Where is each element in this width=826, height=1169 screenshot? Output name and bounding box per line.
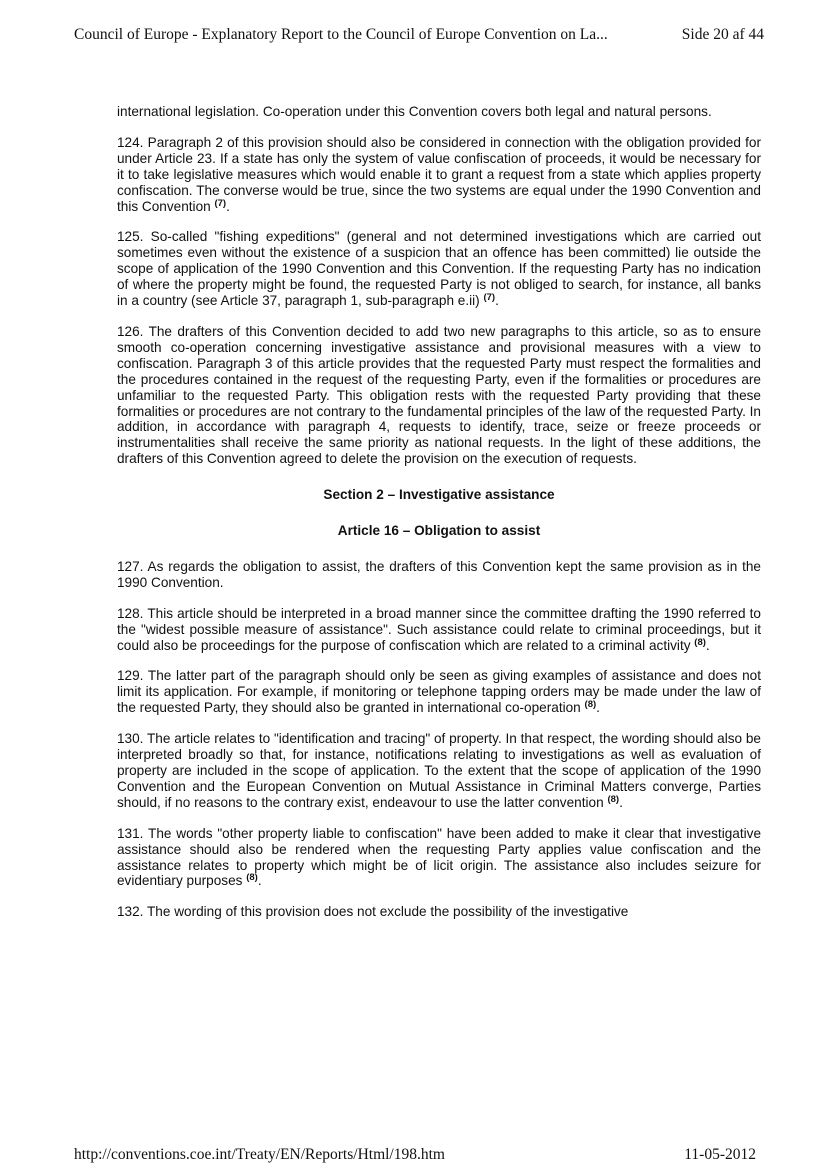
paragraph-124: 124. Paragraph 2 of this provision should also be considered in connection with the obligation provided for under Article 23. If a state has only the system of value confiscation of proceeds, it would be necessary for it to take legislative measures which would enable it to grant a request from a state which applies property confiscation. The converse would be true, since the two systems are equal under the 1990 Convention and this Convention $^{(7)}$.	[117, 134, 761, 214]
paragraph-130: 130. The article relates to "identification and tracing" of property. In that respect, the wording should also be interpreted broadly so that, for instance, notifications relating to investigations as well as evaluation of property are included in the scope of application. To the extent that the scope of application of the 1990 Convention and the European Convention on Mutual Assistance in Criminal Matters converge, Parties should, if no reasons to the contrary exist, endeavour to use the latter convention $^{(8)}$.	[117, 731, 761, 810]
footnote-ref[interactable]: (8)	[246, 872, 258, 884]
section-heading: Section 2 – Investigative assistance	[323, 487, 555, 503]
page-footer	[74, 1146, 756, 1164]
paragraph-125: 125. So-called "fishing expeditions" (general and not determined investigations which are carried out sometimes even without the existence of a suspicion that an offence has been committed) lie outside the scope of application of the 1990 Convention and this Convention. If the requesting Party has no indication of where the property might be found, the requested Party is not obliged to search, for instance, all banks in a country (see Article 37, paragraph 1, sub-paragraph e.ii) $^{(7)}$.	[117, 229, 761, 309]
page-number: Side 20 af 44	[681, 26, 764, 43]
paragraph-126: 126. The drafters of this Convention decided to add two new paragraphs to this article, so as to ensure smooth co-operation concerning investigative assistance and provisional measures with a view to confiscation. Paragraph 3 of this article provides that the requested Party must respect the formalities and the procedures contained in the request of the requesting Party, even if the formalities or procedures are unfamiliar to the requested Party. This obligation rests with the requested Party providing that these formalities or procedures are not contrary to the fundamental principles of the law of the requested Party. In addition, in accordance with paragraph 4, requests to identify, trace, seize or freeze proceeds or instrumentalities shall receive the same priority as national requests. In the light of these additions, the drafters of this Convention agreed to delete the provision on the execution of requests.	[117, 323, 761, 467]
paragraph-128: 128. This article should be interpreted in a broad manner since the committee drafting the 1990 referred to the "widest possible measure of assistance". Such assistance could relate to criminal proceedings, but it could also be proceedings for the purpose of confiscation which are related to a criminal activity $^{(8)}$.	[117, 605, 761, 653]
page-header	[74, 26, 764, 44]
document-title: Council of Europe - Explanatory Report to the Council of Europe Convention on La...	[74, 26, 608, 43]
footnote-ref[interactable]: (8)	[584, 699, 597, 711]
footnote-ref[interactable]: (7)	[214, 197, 227, 209]
paragraph-129: 129. The latter part of the paragraph should only be seen as giving examples of assistance and does not limit its application. For example, if monitoring or telephone tapping orders may be made under the law of the requested Party, they should also be granted in international co-operation $^{(8)}$.	[117, 668, 761, 716]
paragraph-132: 132. The wording of this provision does not exclude the possibility of the investigative	[117, 904, 629, 920]
paragraph-127: 127. As regards the obligation to assist, the drafters of this Convention kept the same provision as in the 1990 Convention.	[117, 558, 761, 590]
document-body	[117, 104, 761, 935]
article-heading: Article 16 – Obligation to assist	[337, 523, 541, 539]
footnote-ref[interactable]: (8)	[607, 793, 620, 805]
source-url[interactable]: http://conventions.coe.int/Treaty/EN/Reports/Html/198.htm	[74, 1146, 445, 1163]
footnote-ref[interactable]: (7)	[483, 292, 496, 304]
paragraph-continuation: international legislation. Co-operation under this Convention covers both legal and natural persons.	[117, 104, 712, 119]
paragraph-131: 131. The words "other property liable to confiscation" have been added to make it clear that investigative assistance should also be rendered when the requesting Party applies value confiscation and the assistance relates to property which might be of licit origin. The assistance also includes seizure for evidentiary purposes $^{(8)}$.	[117, 825, 761, 889]
print-date: 11-05-2012	[684, 1146, 756, 1163]
footnote-ref[interactable]: (8)	[694, 636, 706, 648]
